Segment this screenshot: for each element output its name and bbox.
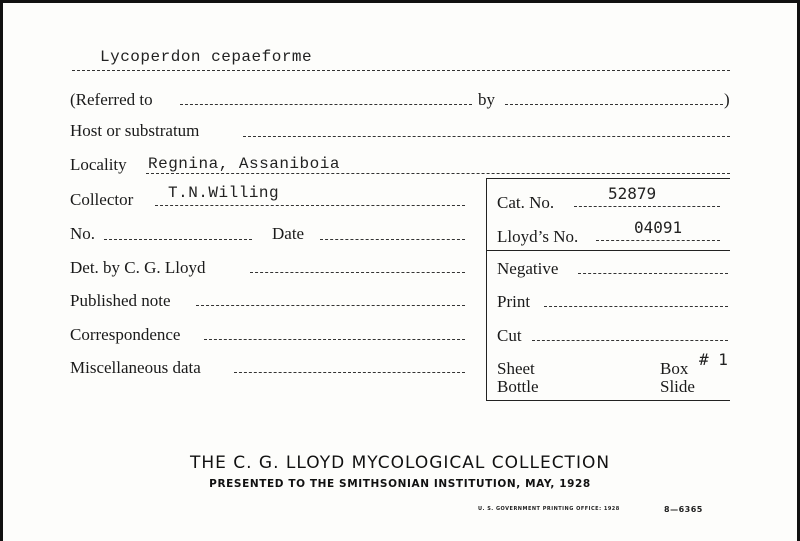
right-box-top xyxy=(486,178,730,179)
close-paren: ) xyxy=(724,90,730,109)
lloyd-value: 04091 xyxy=(634,218,683,237)
species-line xyxy=(72,70,730,71)
box-value: # 1 xyxy=(699,350,728,369)
lloyd-line xyxy=(596,240,720,241)
cut-line xyxy=(532,340,728,341)
no-label: No. xyxy=(70,224,96,243)
bottle-label: Bottle xyxy=(497,377,539,396)
printing-office: U. S. GOVERNMENT PRINTING OFFICE: 1928 xyxy=(478,506,620,512)
correspondence-line xyxy=(204,339,465,340)
right-box-border xyxy=(486,178,487,400)
misc-line xyxy=(234,372,465,373)
cat-value: 52879 xyxy=(608,184,657,203)
det-line xyxy=(250,272,465,273)
cat-line xyxy=(574,206,720,207)
collector-value: T.N.Willing xyxy=(168,184,280,202)
locality-label: Locality xyxy=(70,155,127,174)
by-line xyxy=(505,104,723,105)
card-top-edge xyxy=(0,0,800,3)
published-label: Published note xyxy=(70,291,171,310)
host-line xyxy=(243,136,730,137)
collector-label: Collector xyxy=(70,190,134,209)
cut-label: Cut xyxy=(497,326,522,345)
date-label: Date xyxy=(272,224,305,243)
print-line xyxy=(544,306,728,307)
negative-line xyxy=(578,273,728,274)
lloyd-label: Lloyd’s No. xyxy=(497,227,579,246)
sheet-label: Sheet xyxy=(497,359,535,378)
no-line xyxy=(104,239,252,240)
by-label: by xyxy=(478,90,495,109)
date-line xyxy=(320,239,465,240)
collection-subtitle: PRESENTED TO THE SMITHSONIAN INSTITUTION, MAY, 1928 xyxy=(209,478,591,490)
referred-label: (Referred to xyxy=(70,90,153,109)
det-label: Det. by C. G. Lloyd xyxy=(70,258,206,277)
host-label: Host or substratum xyxy=(70,121,200,140)
published-line xyxy=(196,305,465,306)
form-number: 8—6365 xyxy=(664,505,703,514)
box-label: Box xyxy=(660,359,689,378)
slide-label: Slide xyxy=(660,377,695,396)
species-name: Lycoperdon cepaeforme xyxy=(100,48,313,66)
collector-line xyxy=(155,205,465,206)
print-label: Print xyxy=(497,292,531,311)
cat-label: Cat. No. xyxy=(497,193,555,212)
right-box-divider xyxy=(486,250,730,251)
locality-value: Regnina, Assaniboia xyxy=(148,155,340,173)
referred-line xyxy=(180,104,472,105)
right-box-bottom xyxy=(486,400,730,401)
negative-label: Negative xyxy=(497,259,559,278)
collection-title: THE C. G. LLOYD MYCOLOGICAL COLLECTION xyxy=(189,453,611,473)
misc-label: Miscellaneous data xyxy=(70,358,201,377)
correspondence-label: Correspondence xyxy=(70,325,181,344)
locality-line xyxy=(146,173,730,174)
